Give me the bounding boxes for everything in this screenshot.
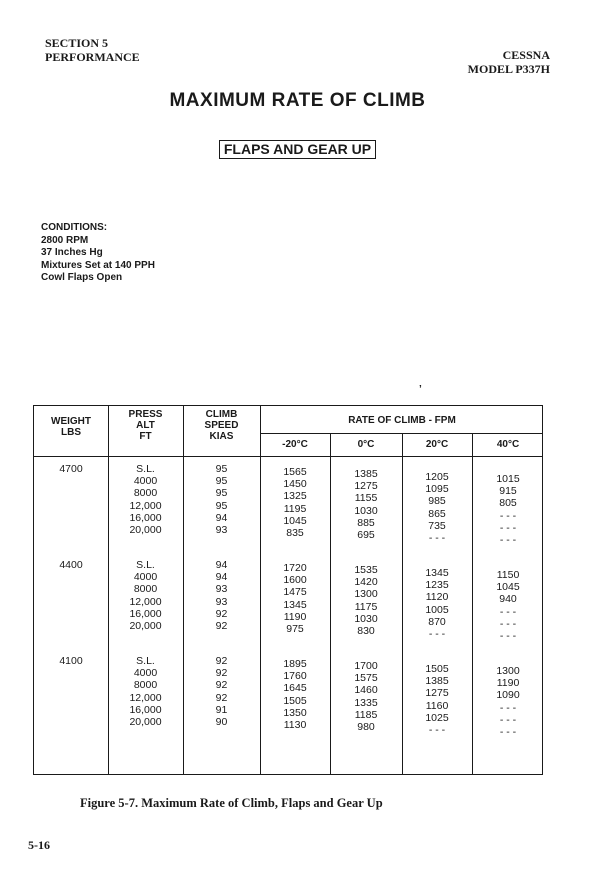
- rate-of-climb-cell: 1205: [425, 471, 449, 483]
- rate-of-climb-cell: 1575: [354, 672, 378, 685]
- rate-of-climb-cell: 1190: [283, 610, 307, 623]
- figure-caption: Figure 5-7. Maximum Rate of Climb, Flaps and Gear Up: [80, 796, 383, 810]
- press-alt-cell: 20,000: [129, 620, 162, 632]
- header-text: LBS: [61, 427, 81, 438]
- header-text: SPEED: [204, 420, 239, 431]
- rate-of-climb-cell: 735: [428, 519, 446, 532]
- rate-of-climb-cell: 915: [499, 485, 517, 498]
- press-alt-cell: 4000: [133, 571, 158, 584]
- rate-of-climb-cell: 865: [428, 507, 446, 520]
- rate-of-climb-cell: 1015: [496, 473, 520, 485]
- weight-cell: 4100: [59, 655, 83, 667]
- rate-of-climb-cell: 835: [286, 527, 304, 539]
- rate-of-climb-cell: 980: [357, 721, 375, 733]
- rate-of-climb-cell: 1505: [425, 663, 449, 675]
- rate-of-climb-cell: 1460: [354, 684, 378, 697]
- rate-of-climb-cell: 1235: [425, 579, 449, 592]
- rate-of-climb-cell: 1600: [283, 574, 307, 587]
- rate-of-climb-cell: 940: [499, 593, 517, 606]
- condition-line: 37 Inches Hg: [41, 247, 103, 258]
- climb-speed-cell: 92: [215, 607, 228, 620]
- col-header-temp: -20°C: [282, 439, 308, 450]
- press-alt-cell: 8000: [133, 679, 158, 692]
- header-text: FT: [139, 431, 152, 442]
- header-text: ALT: [136, 420, 155, 431]
- climb-speed-cell: 92: [215, 655, 228, 667]
- press-alt-cell: 16,000: [129, 703, 162, 716]
- rate-of-climb-cell: 1450: [283, 478, 307, 491]
- rate-of-climb-cell: 1475: [283, 586, 307, 599]
- rate-of-climb-cell: - - -: [428, 724, 446, 736]
- rate-of-climb-cell: 1030: [354, 504, 378, 517]
- climb-speed-cell: 93: [215, 583, 228, 596]
- rate-of-climb-cell: 870: [428, 615, 446, 628]
- table-header-rule: [34, 456, 542, 457]
- climb-speed-cell: 92: [215, 679, 228, 692]
- rate-of-climb-cell: 1095: [425, 483, 449, 496]
- table-divider: [260, 433, 542, 434]
- rate-of-climb-cell: 1130: [283, 719, 307, 731]
- rate-of-climb-cell: 1185: [354, 708, 378, 721]
- climb-speed-cell: 95: [215, 475, 228, 488]
- press-alt-cell: 4000: [133, 667, 158, 680]
- col-header-temp: 0°C: [357, 439, 375, 450]
- rate-of-climb-cell: 1700: [354, 660, 378, 672]
- rate-of-climb-cell: 885: [357, 516, 375, 529]
- rate-of-climb-cell: 1760: [283, 670, 307, 683]
- rate-of-climb-cell: - - -: [428, 628, 446, 640]
- rate-of-climb-cell: 1420: [354, 576, 378, 589]
- weight-cell: 4400: [59, 559, 83, 571]
- stray-mark: ’: [419, 384, 422, 395]
- conditions-heading: CONDITIONS:: [41, 222, 108, 233]
- rate-of-climb-cell: 1195: [283, 502, 307, 515]
- rate-of-climb-cell: - - -: [499, 605, 517, 618]
- model-name: MODEL P337H: [467, 62, 550, 76]
- model-header: [468, 48, 550, 76]
- climb-speed-cell: 92: [215, 667, 228, 680]
- rate-of-climb-cell: 1005: [425, 603, 449, 616]
- weight-cell: 4700: [59, 463, 83, 475]
- rate-of-climb-cell: 1275: [425, 687, 449, 700]
- header-text: WEIGHT: [51, 416, 91, 427]
- rate-of-climb-cell: 1175: [354, 600, 378, 613]
- rate-of-climb-cell: 1045: [496, 581, 520, 594]
- rate-of-climb-cell: - - -: [499, 701, 517, 714]
- rate-of-climb-cell: 975: [286, 623, 304, 635]
- climb-speed-cell: 95: [215, 487, 228, 500]
- climb-speed-cell: 92: [215, 691, 228, 704]
- header-text: PRESS: [128, 409, 163, 420]
- col-header-climb-speed: [183, 409, 260, 442]
- climb-speed-cell: 93: [215, 524, 228, 536]
- rate-of-climb-cell: 1300: [354, 588, 378, 601]
- page-number: 5-16: [28, 838, 50, 852]
- rate-of-climb-cell: 1505: [283, 694, 307, 707]
- climb-speed-cell: 91: [215, 703, 228, 716]
- conditions-block: [41, 222, 155, 285]
- press-alt-cell: S.L.: [136, 559, 155, 571]
- rate-of-climb-cell: 1300: [496, 665, 520, 677]
- section-number: SECTION 5: [45, 36, 109, 50]
- col-header-temp: 20°C: [425, 439, 449, 450]
- press-alt-cell: S.L.: [136, 655, 155, 667]
- rate-of-climb-cell: 1045: [283, 514, 307, 527]
- rate-of-climb-cell: - - -: [499, 534, 517, 546]
- col-header-weight: [34, 416, 108, 438]
- subtitle: FLAPS AND GEAR UP: [219, 140, 376, 159]
- rate-of-climb-cell: 805: [499, 497, 517, 510]
- press-alt-cell: 8000: [133, 487, 158, 500]
- press-alt-cell: 12,000: [129, 499, 162, 512]
- rate-of-climb-cell: 1565: [283, 466, 307, 478]
- condition-line: Cowl Flaps Open: [41, 272, 123, 283]
- press-alt-cell: 12,000: [129, 595, 162, 608]
- rate-of-climb-cell: 1160: [425, 699, 449, 712]
- condition-line: 2800 RPM: [41, 234, 89, 246]
- rate-of-climb-cell: - - -: [499, 713, 517, 726]
- rate-of-climb-cell: 1190: [496, 677, 520, 690]
- press-alt-cell: S.L.: [136, 463, 155, 475]
- rate-of-climb-cell: - - -: [428, 532, 446, 544]
- rate-of-climb-cell: 1720: [283, 562, 307, 574]
- press-alt-cell: 16,000: [129, 607, 162, 620]
- section-title: PERFORMANCE: [45, 50, 140, 64]
- rate-of-climb-cell: 1025: [425, 711, 449, 724]
- climb-speed-cell: 92: [215, 620, 228, 632]
- rate-of-climb-cell: - - -: [499, 521, 517, 534]
- climb-speed-cell: 94: [215, 511, 228, 524]
- page-title: MAXIMUM RATE OF CLIMB: [169, 90, 426, 111]
- section-header: [45, 36, 140, 64]
- rate-of-climb-cell: 1275: [354, 480, 378, 493]
- header-text: CLIMB: [205, 409, 238, 420]
- climb-speed-cell: 95: [215, 499, 228, 512]
- condition-line: Mixtures Set at 140 PPH: [41, 259, 155, 271]
- header-text: KIAS: [209, 431, 234, 442]
- rate-of-climb-cell: 1120: [425, 591, 449, 604]
- col-header-rate-of-climb: RATE OF CLIMB - FPM: [348, 415, 456, 426]
- rate-of-climb-cell: 830: [357, 625, 375, 637]
- press-alt-cell: 20,000: [129, 524, 162, 536]
- subtitle-box: [0, 140, 595, 159]
- rate-of-climb-cell: 1090: [496, 689, 520, 702]
- col-header-temp: 40°C: [496, 439, 520, 450]
- press-alt-cell: 4000: [133, 475, 158, 488]
- press-alt-cell: 16,000: [129, 511, 162, 524]
- rate-of-climb-cell: 1155: [354, 492, 378, 505]
- press-alt-cell: 12,000: [129, 691, 162, 704]
- manufacturer: CESSNA: [502, 48, 550, 62]
- rate-of-climb-cell: 1385: [425, 675, 449, 688]
- rate-of-climb-cell: - - -: [499, 617, 517, 630]
- rate-of-climb-cell: - - -: [499, 509, 517, 522]
- rate-of-climb-cell: 695: [357, 529, 375, 541]
- climb-rate-table: [33, 405, 543, 775]
- rate-of-climb-cell: - - -: [499, 630, 517, 642]
- rate-of-climb-cell: - - -: [499, 726, 517, 738]
- rate-of-climb-cell: 1895: [283, 658, 307, 670]
- rate-of-climb-cell: 1325: [283, 490, 307, 503]
- rate-of-climb-cell: 1535: [354, 564, 378, 576]
- climb-speed-cell: 93: [215, 595, 228, 608]
- rate-of-climb-cell: 1385: [354, 468, 378, 480]
- rate-of-climb-cell: 1345: [425, 567, 449, 579]
- climb-speed-cell: 95: [215, 463, 228, 475]
- rate-of-climb-cell: 985: [428, 495, 446, 508]
- rate-of-climb-cell: 1645: [283, 682, 307, 695]
- rate-of-climb-cell: 1150: [496, 569, 520, 581]
- rate-of-climb-cell: 1030: [354, 612, 378, 625]
- press-alt-cell: 20,000: [129, 716, 162, 728]
- press-alt-cell: 8000: [133, 583, 158, 596]
- climb-speed-cell: 90: [215, 716, 228, 728]
- rate-of-climb-cell: 1350: [283, 706, 307, 719]
- rate-of-climb-cell: 1335: [354, 696, 378, 709]
- climb-speed-cell: 94: [215, 571, 228, 584]
- climb-speed-cell: 94: [215, 559, 228, 571]
- col-header-press-alt: [108, 409, 183, 442]
- rate-of-climb-cell: 1345: [283, 598, 307, 611]
